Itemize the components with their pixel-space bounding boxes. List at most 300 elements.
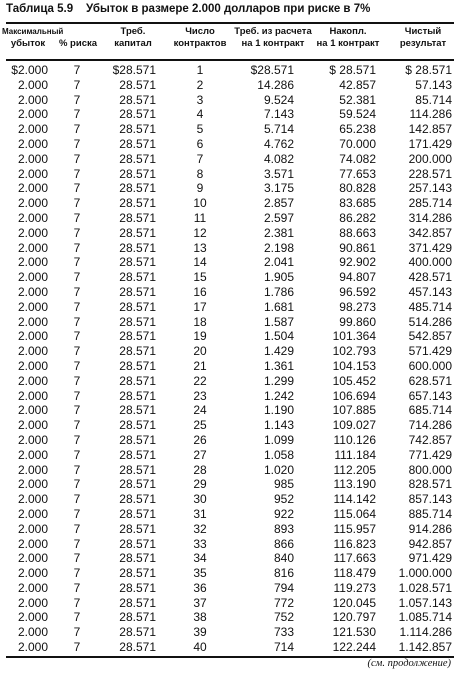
cell-net-result: 828.571 <box>408 477 452 492</box>
cell-required-per-contract: 1.190 <box>263 403 294 418</box>
cell-contract-count: 21 <box>193 358 207 373</box>
cell-risk-percent: 7 <box>73 566 81 581</box>
cell-contract-count: 19 <box>193 329 207 344</box>
cell-required-capital: 28.571 <box>119 373 156 388</box>
cell-max-loss: 2.000 <box>17 196 48 211</box>
cell-required-capital: 28.571 <box>119 122 156 137</box>
table-row <box>6 241 454 256</box>
cell-risk-percent: 7 <box>73 447 81 462</box>
cell-net-result: 600.000 <box>408 358 452 373</box>
header-contract-count: Число контрактов <box>173 26 227 49</box>
cell-required-per-contract: 1.587 <box>263 314 294 329</box>
cell-required-capital: 28.571 <box>119 225 156 240</box>
cell-required-capital: 28.571 <box>119 403 156 418</box>
continuation-note: (см. продолжение) <box>367 658 451 669</box>
table-row <box>6 137 454 152</box>
cell-net-result: 800.000 <box>408 462 452 477</box>
cell-accumulated-per-contract: 115.064 <box>333 506 376 521</box>
cell-max-loss: 2.000 <box>17 107 48 122</box>
header-accumulated-per-contract: Накопл. на 1 контракт <box>316 26 380 49</box>
cell-required-per-contract: 1.786 <box>263 284 294 299</box>
cell-accumulated-per-contract: $ 28.571 <box>329 63 376 77</box>
table-row <box>6 374 454 389</box>
cell-net-result: 228.571 <box>408 166 452 181</box>
cell-net-result: 685.714 <box>408 403 452 418</box>
cell-required-capital: 28.571 <box>119 506 156 521</box>
cell-accumulated-per-contract: 74.082 <box>339 151 376 166</box>
cell-required-per-contract: 866 <box>273 536 294 551</box>
cell-required-per-contract: 5.714 <box>263 122 294 137</box>
cell-max-loss: 2.000 <box>17 551 48 566</box>
table-header <box>2 26 454 58</box>
cell-risk-percent: 7 <box>73 196 81 211</box>
cell-contract-count: 3 <box>196 92 204 107</box>
cell-required-per-contract: 1.299 <box>263 373 294 388</box>
table-row <box>6 78 454 93</box>
cell-required-per-contract: 1.681 <box>263 299 294 314</box>
cell-contract-count: 13 <box>193 240 207 255</box>
table-row <box>6 167 454 182</box>
cell-contract-count: 20 <box>193 344 207 359</box>
cell-max-loss: 2.000 <box>17 225 48 240</box>
header-required-capital: Треб. капитал <box>114 26 152 49</box>
cell-contract-count: 38 <box>193 610 207 625</box>
cell-required-per-contract: 714 <box>273 640 294 655</box>
cell-required-capital: 28.571 <box>119 255 156 270</box>
cell-required-capital: 28.571 <box>119 462 156 477</box>
table-row <box>6 389 454 404</box>
cell-net-result: 428.571 <box>408 270 452 285</box>
cell-risk-percent: 7 <box>73 166 81 181</box>
cell-risk-percent: 7 <box>73 432 81 447</box>
cell-net-result: 1.000.000 <box>398 566 452 581</box>
table-row <box>6 93 454 108</box>
cell-net-result: 57.143 <box>415 77 452 92</box>
cell-risk-percent: 7 <box>73 77 81 92</box>
table-row <box>6 610 454 625</box>
cell-risk-percent: 7 <box>73 418 81 433</box>
cell-required-capital: 28.571 <box>119 432 156 447</box>
cell-accumulated-per-contract: 118.479 <box>333 566 376 581</box>
cell-contract-count: 8 <box>196 166 204 181</box>
cell-accumulated-per-contract: 77.653 <box>339 166 376 181</box>
cell-net-result: 400.000 <box>408 255 452 270</box>
cell-required-per-contract: 985 <box>273 477 294 492</box>
cell-accumulated-per-contract: 86.282 <box>339 210 376 225</box>
cell-net-result: 771.429 <box>408 447 452 462</box>
cell-contract-count: 25 <box>193 418 207 433</box>
header-max-loss: Максимальный убыток <box>2 27 64 49</box>
cell-required-per-contract: 2.381 <box>263 225 294 240</box>
cell-accumulated-per-contract: 111.184 <box>334 447 376 462</box>
cell-contract-count: 37 <box>193 595 207 610</box>
cell-max-loss: 2.000 <box>17 181 48 196</box>
cell-required-per-contract: 2.597 <box>263 210 294 225</box>
cell-accumulated-per-contract: 122.244 <box>332 640 376 655</box>
cell-required-capital: 28.571 <box>119 270 156 285</box>
cell-required-capital: 28.571 <box>119 151 156 166</box>
table-row <box>6 122 454 137</box>
cell-net-result: 714.286 <box>408 418 452 433</box>
cell-max-loss: 2.000 <box>17 166 48 181</box>
cell-risk-percent: 7 <box>73 492 81 507</box>
cell-contract-count: 16 <box>193 284 207 299</box>
table-title: Убыток в размере 2.000 долларов при риске в 7% <box>86 3 371 15</box>
header-risk-percent: % риска <box>58 38 98 49</box>
cell-net-result: 571.429 <box>408 344 452 359</box>
cell-required-per-contract: 3.175 <box>263 181 294 196</box>
cell-max-loss: 2.000 <box>17 299 48 314</box>
cell-max-loss: 2.000 <box>17 388 48 403</box>
cell-max-loss: 2.000 <box>17 595 48 610</box>
table-row <box>6 270 454 285</box>
cell-contract-count: 22 <box>193 373 207 388</box>
cell-required-per-contract: 2.041 <box>263 255 294 270</box>
table-row <box>6 566 454 581</box>
cell-contract-count: 35 <box>193 566 207 581</box>
cell-required-capital: 28.571 <box>119 107 156 122</box>
cell-net-result: 342.857 <box>408 225 452 240</box>
cell-required-per-contract: 9.524 <box>263 92 294 107</box>
cell-contract-count: 32 <box>193 521 207 536</box>
table-row <box>6 196 454 211</box>
cell-risk-percent: 7 <box>73 403 81 418</box>
table-row <box>6 107 454 122</box>
cell-required-per-contract: 1.504 <box>263 329 294 344</box>
cell-net-result: 200.000 <box>408 151 452 166</box>
cell-risk-percent: 7 <box>73 240 81 255</box>
cell-accumulated-per-contract: 102.793 <box>332 344 376 359</box>
cell-max-loss: 2.000 <box>17 373 48 388</box>
cell-net-result: 857.143 <box>408 492 452 507</box>
cell-risk-percent: 7 <box>73 388 81 403</box>
cell-contract-count: 36 <box>193 580 207 595</box>
cell-required-per-contract: 752 <box>273 610 294 625</box>
cell-max-loss: 2.000 <box>17 506 48 521</box>
cell-risk-percent: 7 <box>73 136 81 151</box>
cell-risk-percent: 7 <box>73 358 81 373</box>
table-row <box>6 329 454 344</box>
table-row <box>6 448 454 463</box>
cell-accumulated-per-contract: 80.828 <box>339 181 376 196</box>
cell-max-loss: 2.000 <box>17 462 48 477</box>
cell-net-result: 285.714 <box>408 196 452 211</box>
cell-risk-percent: 7 <box>73 284 81 299</box>
cell-required-capital: 28.571 <box>119 77 156 92</box>
table-row <box>6 507 454 522</box>
cell-required-capital: 28.571 <box>119 210 156 225</box>
cell-required-capital: 28.571 <box>119 477 156 492</box>
cell-required-per-contract: 952 <box>273 492 294 507</box>
cell-max-loss: 2.000 <box>17 314 48 329</box>
cell-risk-percent: 7 <box>73 107 81 122</box>
cell-contract-count: 23 <box>193 388 207 403</box>
cell-required-per-contract: 1.020 <box>263 462 294 477</box>
cell-required-capital: 28.571 <box>119 447 156 462</box>
cell-risk-percent: 7 <box>73 270 81 285</box>
cell-accumulated-per-contract: 59.524 <box>339 107 376 122</box>
cell-required-capital: 28.571 <box>119 314 156 329</box>
cell-contract-count: 18 <box>193 314 207 329</box>
cell-max-loss: 2.000 <box>17 284 48 299</box>
cell-accumulated-per-contract: 101.364 <box>332 329 376 344</box>
cell-required-per-contract: $28.571 <box>250 63 294 77</box>
table-row <box>6 640 454 655</box>
cell-contract-count: 15 <box>193 270 207 285</box>
cell-max-loss: 2.000 <box>17 77 48 92</box>
header-net-result: Чистый результат <box>399 26 447 49</box>
header-required-per-contract: Треб. из расчета на 1 контракт <box>234 26 312 49</box>
cell-required-per-contract: 922 <box>273 506 294 521</box>
cell-accumulated-per-contract: 117.663 <box>333 551 376 566</box>
cell-required-per-contract: 7.143 <box>263 107 294 122</box>
cell-max-loss: 2.000 <box>17 270 48 285</box>
cell-max-loss: 2.000 <box>17 358 48 373</box>
table-number: Таблица 5.9 <box>6 3 74 15</box>
cell-required-per-contract: 816 <box>273 566 294 581</box>
cell-risk-percent: 7 <box>73 225 81 240</box>
cell-accumulated-per-contract: 83.685 <box>339 196 376 211</box>
table-row <box>6 344 454 359</box>
table-row <box>6 551 454 566</box>
cell-risk-percent: 7 <box>73 255 81 270</box>
cell-risk-percent: 7 <box>73 314 81 329</box>
table-row <box>6 433 454 448</box>
cell-risk-percent: 7 <box>73 181 81 196</box>
cell-accumulated-per-contract: 52.381 <box>339 92 376 107</box>
cell-max-loss: 2.000 <box>17 418 48 433</box>
cell-accumulated-per-contract: 99.860 <box>339 314 376 329</box>
cell-contract-count: 9 <box>196 181 204 196</box>
cell-max-loss: 2.000 <box>17 151 48 166</box>
cell-max-loss: 2.000 <box>17 210 48 225</box>
cell-required-per-contract: 4.762 <box>263 136 294 151</box>
cell-contract-count: 29 <box>193 477 207 492</box>
cell-required-capital: 28.571 <box>119 196 156 211</box>
table-body <box>6 63 454 655</box>
cell-contract-count: 17 <box>193 299 207 314</box>
cell-accumulated-per-contract: 114.142 <box>333 492 376 507</box>
cell-required-capital: $28.571 <box>112 63 156 77</box>
cell-contract-count: 31 <box>193 506 207 521</box>
cell-max-loss: 2.000 <box>17 329 48 344</box>
cell-accumulated-per-contract: 105.452 <box>332 373 376 388</box>
cell-net-result: 314.286 <box>408 210 452 225</box>
table-row <box>6 226 454 241</box>
cell-accumulated-per-contract: 92.902 <box>339 255 376 270</box>
cell-accumulated-per-contract: 115.957 <box>333 521 376 536</box>
cell-required-per-contract: 1.143 <box>263 418 294 433</box>
cell-contract-count: 28 <box>193 462 207 477</box>
cell-risk-percent: 7 <box>73 580 81 595</box>
cell-contract-count: 40 <box>193 640 207 655</box>
cell-risk-percent: 7 <box>73 625 81 640</box>
cell-required-per-contract: 893 <box>273 521 294 536</box>
cell-accumulated-per-contract: 120.045 <box>332 595 376 610</box>
cell-accumulated-per-contract: 106.694 <box>332 388 376 403</box>
cell-required-per-contract: 3.571 <box>263 166 294 181</box>
cell-required-per-contract: 1.099 <box>263 432 294 447</box>
cell-accumulated-per-contract: 121.530 <box>332 625 376 640</box>
cell-required-capital: 28.571 <box>119 92 156 107</box>
cell-contract-count: 27 <box>193 447 207 462</box>
cell-risk-percent: 7 <box>73 610 81 625</box>
cell-max-loss: 2.000 <box>17 625 48 640</box>
cell-risk-percent: 7 <box>73 640 81 655</box>
cell-risk-percent: 7 <box>73 151 81 166</box>
cell-net-result: 1.028.571 <box>398 580 452 595</box>
cell-required-capital: 28.571 <box>119 344 156 359</box>
cell-contract-count: 2 <box>196 77 204 92</box>
top-rule <box>6 22 454 24</box>
cell-net-result: $ 28.571 <box>405 63 452 77</box>
cell-net-result: 85.714 <box>415 92 452 107</box>
cell-risk-percent: 7 <box>73 536 81 551</box>
cell-risk-percent: 7 <box>73 344 81 359</box>
cell-required-capital: 28.571 <box>119 595 156 610</box>
cell-contract-count: 5 <box>196 122 204 137</box>
cell-net-result: 657.143 <box>408 388 452 403</box>
cell-risk-percent: 7 <box>73 373 81 388</box>
cell-contract-count: 34 <box>193 551 207 566</box>
cell-required-capital: 28.571 <box>119 166 156 181</box>
cell-net-result: 485.714 <box>408 299 452 314</box>
table-row <box>6 255 454 270</box>
cell-max-loss: 2.000 <box>17 521 48 536</box>
cell-max-loss: 2.000 <box>17 610 48 625</box>
cell-net-result: 457.143 <box>408 284 452 299</box>
cell-risk-percent: 7 <box>73 122 81 137</box>
cell-required-per-contract: 840 <box>273 551 294 566</box>
cell-max-loss: 2.000 <box>17 580 48 595</box>
cell-accumulated-per-contract: 88.663 <box>339 225 376 240</box>
cell-required-capital: 28.571 <box>119 536 156 551</box>
cell-risk-percent: 7 <box>73 210 81 225</box>
cell-contract-count: 4 <box>196 107 204 122</box>
cell-accumulated-per-contract: 96.592 <box>339 284 376 299</box>
cell-required-capital: 28.571 <box>119 240 156 255</box>
cell-net-result: 742.857 <box>408 432 452 447</box>
cell-required-capital: 28.571 <box>119 299 156 314</box>
cell-net-result: 914.286 <box>408 521 452 536</box>
table-row <box>6 522 454 537</box>
cell-net-result: 542.857 <box>408 329 452 344</box>
cell-max-loss: 2.000 <box>17 122 48 137</box>
cell-required-per-contract: 1.361 <box>263 358 294 373</box>
table-row <box>6 418 454 433</box>
cell-accumulated-per-contract: 90.861 <box>339 240 376 255</box>
cell-max-loss: 2.000 <box>17 240 48 255</box>
cell-accumulated-per-contract: 109.027 <box>332 418 376 433</box>
cell-required-capital: 28.571 <box>119 329 156 344</box>
table-row <box>6 181 454 196</box>
cell-required-capital: 28.571 <box>119 388 156 403</box>
cell-contract-count: 14 <box>193 255 207 270</box>
table-row <box>6 359 454 374</box>
cell-risk-percent: 7 <box>73 477 81 492</box>
cell-required-per-contract: 14.286 <box>257 77 294 92</box>
cell-required-capital: 28.571 <box>119 181 156 196</box>
cell-contract-count: 11 <box>193 210 207 225</box>
cell-required-per-contract: 2.198 <box>263 240 294 255</box>
cell-risk-percent: 7 <box>73 329 81 344</box>
cell-net-result: 142.857 <box>408 122 452 137</box>
cell-net-result: 628.571 <box>408 373 452 388</box>
table-row <box>6 315 454 330</box>
cell-contract-count: 1 <box>196 63 204 77</box>
cell-contract-count: 12 <box>193 225 207 240</box>
cell-net-result: 371.429 <box>408 240 452 255</box>
cell-max-loss: 2.000 <box>17 344 48 359</box>
table-row <box>6 492 454 507</box>
cell-required-capital: 28.571 <box>119 492 156 507</box>
cell-max-loss: 2.000 <box>17 477 48 492</box>
table-row <box>6 537 454 552</box>
cell-required-per-contract: 772 <box>273 595 294 610</box>
cell-max-loss: 2.000 <box>17 640 48 655</box>
cell-risk-percent: 7 <box>73 521 81 536</box>
table-row <box>6 596 454 611</box>
cell-required-capital: 28.571 <box>119 625 156 640</box>
cell-required-capital: 28.571 <box>119 136 156 151</box>
cell-required-capital: 28.571 <box>119 580 156 595</box>
cell-required-per-contract: 1.242 <box>263 388 294 403</box>
cell-risk-percent: 7 <box>73 299 81 314</box>
cell-net-result: 971.429 <box>408 551 452 566</box>
table-row <box>6 403 454 418</box>
cell-accumulated-per-contract: 65.238 <box>339 122 376 137</box>
cell-accumulated-per-contract: 113.190 <box>333 477 376 492</box>
cell-required-capital: 28.571 <box>119 566 156 581</box>
cell-accumulated-per-contract: 98.273 <box>339 299 376 314</box>
table-row <box>6 211 454 226</box>
cell-net-result: 885.714 <box>408 506 452 521</box>
cell-required-per-contract: 4.082 <box>263 151 294 166</box>
cell-contract-count: 33 <box>193 536 207 551</box>
cell-accumulated-per-contract: 116.823 <box>333 536 376 551</box>
cell-contract-count: 6 <box>196 136 204 151</box>
cell-risk-percent: 7 <box>73 63 81 77</box>
table-row <box>6 625 454 640</box>
cell-accumulated-per-contract: 119.273 <box>333 580 376 595</box>
cell-risk-percent: 7 <box>73 506 81 521</box>
cell-net-result: 1.057.143 <box>398 595 452 610</box>
table-row <box>6 63 454 78</box>
cell-net-result: 1.114.286 <box>399 625 452 640</box>
cell-required-capital: 28.571 <box>119 358 156 373</box>
cell-required-per-contract: 794 <box>273 580 294 595</box>
cell-max-loss: 2.000 <box>17 536 48 551</box>
cell-max-loss: 2.000 <box>17 566 48 581</box>
cell-accumulated-per-contract: 104.153 <box>332 358 376 373</box>
cell-net-result: 1.142.857 <box>398 640 452 655</box>
table-row <box>6 477 454 492</box>
cell-required-per-contract: 2.857 <box>263 196 294 211</box>
table-row <box>6 285 454 300</box>
cell-required-capital: 28.571 <box>119 521 156 536</box>
cell-contract-count: 30 <box>193 492 207 507</box>
cell-required-capital: 28.571 <box>119 418 156 433</box>
cell-max-loss: $2.000 <box>11 63 48 77</box>
cell-accumulated-per-contract: 107.885 <box>332 403 376 418</box>
table-row <box>6 581 454 596</box>
cell-max-loss: 2.000 <box>17 447 48 462</box>
cell-accumulated-per-contract: 120.797 <box>332 610 376 625</box>
table-row <box>6 463 454 478</box>
cell-contract-count: 24 <box>193 403 207 418</box>
cell-required-capital: 28.571 <box>119 610 156 625</box>
cell-required-capital: 28.571 <box>119 284 156 299</box>
